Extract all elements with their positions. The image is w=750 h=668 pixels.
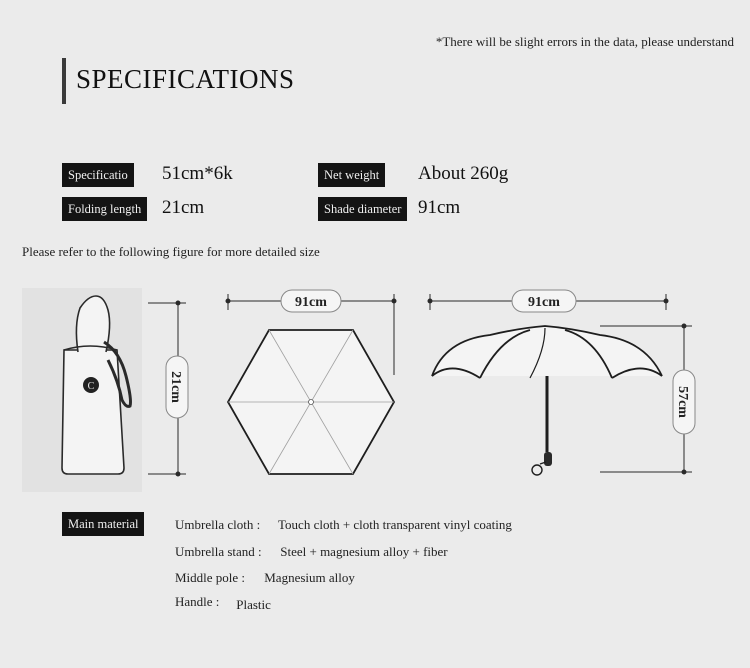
material-row-cloth	[175, 517, 512, 533]
spec-label-net-weight: Net weight	[318, 163, 385, 187]
material-value: Touch cloth + cloth transparent vinyl coating	[278, 517, 512, 532]
canopy-diameter-label: 91cm	[295, 295, 327, 310]
folded-length-label: 21cm	[168, 371, 183, 403]
spec-label-folding-length: Folding length	[62, 197, 147, 221]
spec-value-folding-length: 21cm	[162, 197, 205, 218]
title-accent-bar	[62, 58, 66, 104]
spec-value-net-weight: About 260g	[418, 163, 509, 184]
spec-value-shade-diameter: 91cm	[418, 197, 461, 218]
disclaimer-note: *There will be slight errors in the data, please understand	[435, 34, 734, 49]
open-height-label: 57cm	[675, 386, 690, 418]
material-value: Steel + magnesium alloy + fiber	[280, 544, 448, 559]
material-value: Magnesium alloy	[264, 570, 355, 585]
material-heading: Main material	[62, 512, 144, 536]
spec-value-specification: 51cm*6k	[162, 163, 233, 184]
canopy-top-view	[228, 330, 394, 474]
dimension-figures	[0, 280, 750, 495]
svg-text:C: C	[87, 381, 95, 392]
page-title: SPECIFICATIONS	[76, 64, 295, 94]
material-row-handle	[175, 594, 271, 610]
material-value: Plastic	[236, 597, 271, 612]
spec-label-specification: Specificatio	[62, 163, 134, 187]
spec-label-shade-diameter: Shade diameter	[318, 197, 407, 221]
material-row-stand	[175, 544, 448, 560]
material-label: Handle :	[175, 594, 220, 609]
open-width-label: 91cm	[528, 295, 560, 310]
figure-intro-text: Please refer to the following figure for more detailed size	[22, 244, 320, 259]
material-label: Umbrella stand :	[175, 544, 262, 559]
material-row-pole	[175, 570, 355, 586]
material-label: Middle pole :	[175, 570, 246, 585]
material-label: Umbrella cloth :	[175, 517, 261, 532]
open-umbrella-illustration	[432, 326, 662, 475]
